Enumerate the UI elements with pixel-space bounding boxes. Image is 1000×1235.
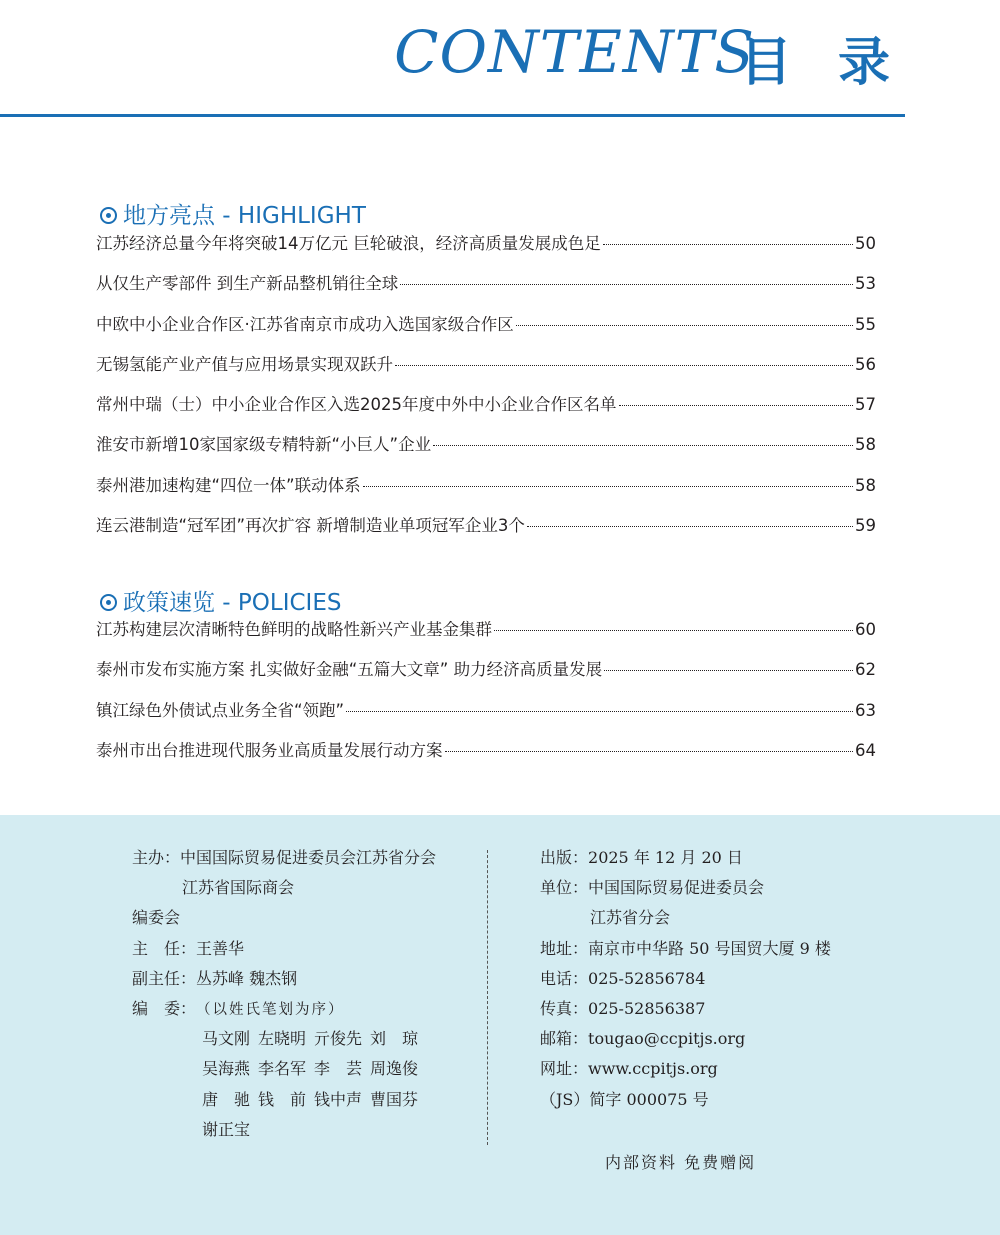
editor-name: 亓俊先	[314, 1029, 363, 1049]
license-line	[540, 1087, 870, 1117]
toc-entry[interactable]	[96, 512, 876, 552]
section-heading-highlight	[100, 197, 366, 230]
email-value[interactable]: tougao@ccpitjs.org	[588, 1029, 746, 1049]
dot-leader	[445, 751, 854, 752]
editor-name: 李名军	[258, 1059, 307, 1079]
toc-entry[interactable]	[96, 311, 876, 351]
address-line	[540, 936, 870, 966]
editors-row	[132, 1056, 472, 1086]
unit-value: 中国国际贸易促进委员会	[588, 878, 765, 898]
dot-leader	[494, 630, 853, 631]
editors-row	[132, 1117, 472, 1147]
editors-row	[132, 1087, 472, 1117]
unit-line-2	[540, 905, 870, 935]
website-label: 网址：	[540, 1059, 589, 1079]
fax-value: 025-52856387	[588, 998, 706, 1018]
toc-entry-page: 58	[855, 475, 876, 495]
toc-entry-page: 57	[855, 395, 876, 415]
sponsor-label: 主办：	[132, 848, 181, 867]
director-label: 主 任：	[132, 938, 197, 958]
editor-name: 吴海燕	[202, 1059, 251, 1079]
circle-bullet-icon	[100, 207, 117, 224]
toc-entry-title: 无锡氢能产业产值与应用场景实现双跃升	[96, 354, 393, 374]
contents-title-cn: 目 录	[739, 33, 904, 93]
toc-entry-title: 从仅生产零部件 到生产新品整机销往全球	[96, 274, 399, 294]
editors-label: 编 委：	[132, 998, 197, 1018]
toc-entry-title: 淮安市新增10家国家级专精特新“小巨人”企业	[96, 435, 432, 455]
toc-entry-title: 泰州市发布实施方案 扎实做好金融“五篇大文章” 助力经济高质量发展	[96, 660, 603, 680]
toc-entry[interactable]	[96, 230, 876, 270]
sponsor-value: 中国国际贸易促进委员会江苏省分会	[180, 848, 437, 867]
section-heading-label: 政策速览 - POLICIES	[123, 590, 342, 616]
editor-name: 唐 驰	[202, 1089, 251, 1109]
committee-line	[132, 905, 472, 935]
column-divider	[487, 850, 488, 1145]
editors-line	[132, 996, 472, 1026]
toc-entry-title: 常州中瑞（士）中小企业合作区入选2025年度中外中小企业合作区名单	[96, 395, 617, 415]
toc-list-policies	[96, 616, 876, 777]
unit-value-2: 江苏省分会	[590, 908, 671, 928]
editor-name: 马文刚	[202, 1029, 251, 1049]
dot-leader	[400, 284, 853, 285]
toc-entry-page: 59	[855, 516, 876, 536]
unit-label: 单位：	[540, 878, 589, 898]
fax-line	[540, 996, 870, 1026]
sponsor-value-2: 江苏省国际商会	[182, 878, 295, 898]
publish-date: 2025 年 12 月 20 日	[588, 848, 743, 867]
toc-entry[interactable]	[96, 391, 876, 431]
website-line	[540, 1056, 870, 1086]
toc-entry-title: 连云港制造“冠军团”再次扩容 新增制造业单项冠军企业3个	[96, 516, 525, 536]
toc-entry-title: 江苏构建层次清晰特色鲜明的战略性新兴产业基金集群	[96, 620, 492, 639]
dot-leader	[527, 526, 853, 527]
toc-entry[interactable]	[96, 656, 876, 696]
editors-note: （以姓氏笔划为序）	[196, 1001, 345, 1018]
phone-label: 电话：	[540, 968, 589, 988]
editors-row	[132, 1026, 472, 1056]
sponsor-line-2	[132, 875, 472, 905]
unit-line	[540, 875, 870, 905]
toc-entry[interactable]	[96, 270, 876, 310]
toc-entry-page: 60	[855, 620, 876, 639]
editor-name: 周逸俊	[370, 1059, 419, 1079]
toc-entry[interactable]	[96, 351, 876, 391]
dot-leader	[619, 405, 854, 406]
distribution-note: 内部资料 免费赠阅	[605, 1153, 757, 1172]
editor-name: 左晓明	[258, 1029, 307, 1049]
email-line	[540, 1026, 870, 1056]
deputy-line	[132, 966, 472, 996]
dot-leader	[603, 244, 853, 245]
email-label: 邮箱：	[540, 1029, 589, 1049]
toc-list-highlight	[96, 230, 876, 552]
dot-leader	[516, 325, 853, 326]
section-heading-policies	[100, 584, 341, 617]
license-value: （JS）简字 000075 号	[540, 1089, 709, 1109]
fax-label: 传真：	[540, 998, 589, 1018]
editor-name: 钱中声	[314, 1089, 363, 1109]
toc-entry-page: 55	[855, 314, 876, 334]
toc-entry-page: 58	[855, 435, 876, 455]
circle-bullet-icon	[100, 594, 117, 611]
editor-name: 钱 前	[258, 1089, 307, 1109]
editor-name: 谢正宝	[202, 1119, 251, 1139]
dot-leader	[363, 486, 853, 487]
toc-entry-page: 63	[855, 700, 876, 720]
editor-name: 李 芸	[314, 1059, 363, 1079]
page-header	[0, 0, 1000, 120]
toc-entry-title: 中欧中小企业合作区·江苏省南京市成功入选国家级合作区	[96, 314, 514, 334]
toc-entry-title: 泰州市出台推进现代服务业高质量发展行动方案	[96, 740, 443, 760]
masthead-publication	[540, 845, 870, 1117]
dot-leader	[604, 670, 853, 671]
toc-entry-title: 镇江绿色外债试点业务全省“领跑”	[96, 700, 345, 720]
address-label: 地址：	[540, 938, 589, 958]
toc-entry[interactable]	[96, 616, 876, 656]
phone-line	[540, 966, 870, 996]
dot-leader	[433, 445, 853, 446]
sponsor-line	[132, 845, 472, 875]
toc-entry-page: 56	[855, 354, 876, 374]
committee-label: 编委会	[132, 908, 181, 928]
website-value[interactable]: www.ccpitjs.org	[588, 1059, 718, 1079]
section-heading-label: 地方亮点 - HIGHLIGHT	[123, 203, 366, 229]
dot-leader	[395, 365, 853, 366]
address-value: 南京市中华路 50 号国贸大厦 9 楼	[588, 938, 831, 958]
dot-leader	[346, 711, 853, 712]
toc-entry[interactable]	[96, 472, 876, 512]
toc-entry-page: 62	[855, 660, 876, 680]
toc-entry[interactable]	[96, 431, 876, 471]
header-divider	[0, 114, 905, 117]
director-line	[132, 936, 472, 966]
deputy-label: 副主任：	[132, 968, 197, 988]
contents-title-en: CONTENTS	[394, 18, 755, 86]
toc-entry-title: 江苏经济总量今年将突破14万亿元 巨轮破浪，经济高质量发展成色足	[96, 234, 601, 253]
toc-entry-page: 53	[855, 274, 876, 294]
publish-label: 出版：	[540, 848, 589, 867]
editor-name: 刘 琼	[370, 1029, 419, 1049]
editor-name: 曹国芬	[370, 1089, 419, 1109]
toc-entry-title: 泰州港加速构建“四位一体”联动体系	[96, 475, 361, 495]
deputy-value: 丛苏峰 魏杰钢	[196, 968, 298, 988]
toc-entry-page: 64	[855, 740, 876, 760]
toc-entry[interactable]	[96, 737, 876, 777]
masthead-editorial	[132, 845, 472, 1147]
toc-entry[interactable]	[96, 697, 876, 737]
director-value: 王善华	[196, 938, 245, 958]
publish-line	[540, 845, 870, 875]
phone-value: 025-52856784	[588, 968, 706, 988]
toc-entry-page: 50	[855, 234, 876, 253]
